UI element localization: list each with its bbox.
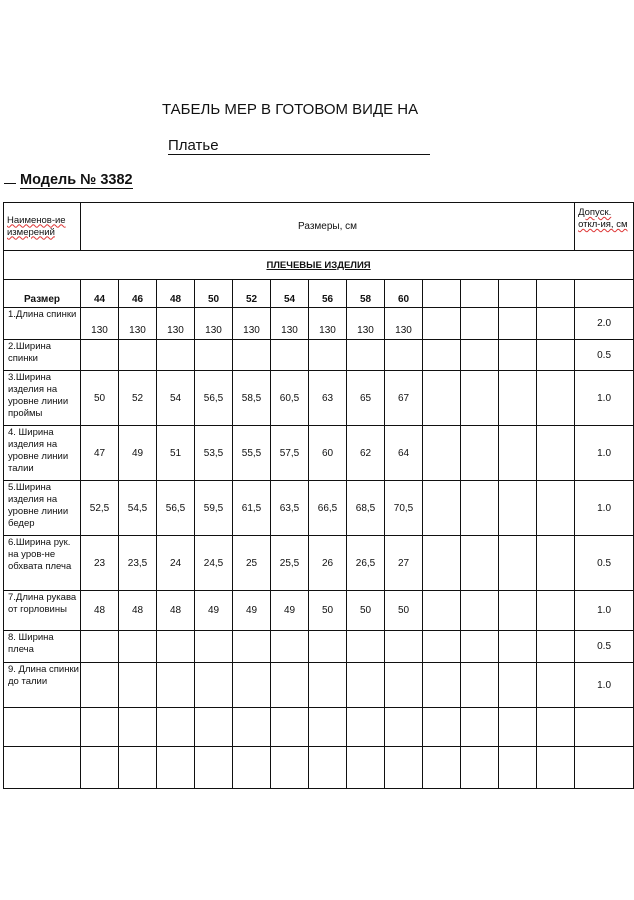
measurement-value <box>119 631 157 663</box>
measurement-value: 50 <box>385 591 423 631</box>
size-value: 48 <box>157 280 195 308</box>
measurement-value <box>309 340 347 371</box>
table-row <box>4 631 634 663</box>
measurement-value <box>309 708 347 747</box>
measurement-name: 2.Ширина спинки <box>4 340 81 371</box>
measurement-value <box>157 631 195 663</box>
measurement-value: 65 <box>347 371 385 426</box>
col-header-sizes: Размеры, см <box>81 203 575 251</box>
measurement-value: 24 <box>157 536 195 591</box>
measurement-value <box>423 663 461 708</box>
document-title: ТАБЕЛЬ МЕР В ГОТОВОМ ВИДЕ НА <box>162 101 419 118</box>
measurement-name: 3.Ширина изделия на уровне линии проймы <box>4 371 81 426</box>
measurement-value: 63 <box>309 371 347 426</box>
measurement-value <box>537 708 575 747</box>
measurement-value <box>537 371 575 426</box>
measurement-name: 4. Ширина изделия на уровне линии талии <box>4 426 81 481</box>
tolerance-value: 1.0 <box>575 591 634 631</box>
size-row <box>4 280 634 308</box>
measurement-value <box>423 426 461 481</box>
measurement-value <box>81 708 119 747</box>
size-value <box>461 280 499 308</box>
col-header-tolerance-text: Допуск. откл-ия, см <box>578 207 628 230</box>
measurement-value <box>461 340 499 371</box>
measurement-value <box>271 631 309 663</box>
measurement-value: 27 <box>385 536 423 591</box>
col-header-tolerance <box>575 203 634 251</box>
measurement-value <box>347 663 385 708</box>
measurement-value <box>461 708 499 747</box>
measurement-value <box>423 536 461 591</box>
table-row <box>4 536 634 591</box>
measurement-value <box>461 591 499 631</box>
tolerance-value <box>575 747 634 789</box>
size-value: 44 <box>81 280 119 308</box>
size-value <box>537 280 575 308</box>
measurement-value <box>461 631 499 663</box>
model-underline-lead <box>4 173 16 184</box>
section-title <box>4 251 634 280</box>
size-value <box>423 280 461 308</box>
table-row <box>4 426 634 481</box>
measurement-value <box>309 747 347 789</box>
table-row <box>4 708 634 747</box>
measurement-value <box>423 591 461 631</box>
size-row-label: Размер <box>4 280 81 308</box>
measurement-value: 23 <box>81 536 119 591</box>
measurement-value <box>537 747 575 789</box>
tolerance-value: 1.0 <box>575 663 634 708</box>
measurement-value <box>537 426 575 481</box>
measurement-value <box>271 340 309 371</box>
measurement-value <box>119 747 157 789</box>
measurement-value <box>195 663 233 708</box>
measurement-value <box>461 663 499 708</box>
measurement-value: 26,5 <box>347 536 385 591</box>
measurement-value <box>309 631 347 663</box>
size-value: 56 <box>309 280 347 308</box>
measurement-value: 68,5 <box>347 481 385 536</box>
measurement-value <box>81 340 119 371</box>
measurement-value <box>347 708 385 747</box>
measurement-value: 50 <box>347 591 385 631</box>
measurement-value: 130 <box>81 308 119 340</box>
measurement-value: 49 <box>271 591 309 631</box>
size-value: 54 <box>271 280 309 308</box>
measurement-value <box>499 308 537 340</box>
measurement-value: 130 <box>233 308 271 340</box>
measurement-value: 52,5 <box>81 481 119 536</box>
table-row <box>4 663 634 708</box>
measurement-value: 63,5 <box>271 481 309 536</box>
measurement-value <box>499 747 537 789</box>
measurement-name: 8. Ширина плеча <box>4 631 81 663</box>
measurement-value: 130 <box>385 308 423 340</box>
measurement-value <box>499 663 537 708</box>
measurement-value <box>423 481 461 536</box>
measurement-value <box>233 340 271 371</box>
measurement-value: 59,5 <box>195 481 233 536</box>
measurement-value <box>347 747 385 789</box>
measurement-value <box>461 747 499 789</box>
measurement-value <box>385 631 423 663</box>
measurement-value <box>499 708 537 747</box>
measurement-value: 51 <box>157 426 195 481</box>
size-row-tolerance-cell <box>575 280 634 308</box>
size-value <box>499 280 537 308</box>
measurement-value: 130 <box>119 308 157 340</box>
measurement-value: 62 <box>347 426 385 481</box>
col-header-name <box>4 203 81 251</box>
measurement-value <box>233 747 271 789</box>
tolerance-value: 0.5 <box>575 536 634 591</box>
measurement-name: 1.Длина спинки <box>4 308 81 340</box>
measurement-value <box>499 591 537 631</box>
measurement-value <box>271 747 309 789</box>
measurement-value: 130 <box>271 308 309 340</box>
measurement-value <box>119 340 157 371</box>
measurement-value: 48 <box>81 591 119 631</box>
measurement-value: 130 <box>195 308 233 340</box>
measurement-value <box>499 371 537 426</box>
measurement-value <box>195 747 233 789</box>
size-value: 52 <box>233 280 271 308</box>
measurement-name: 5.Ширина изделия на уровне линии бедер <box>4 481 81 536</box>
measurement-value: 52 <box>119 371 157 426</box>
measurement-value <box>157 708 195 747</box>
measurement-value <box>233 663 271 708</box>
measurement-value <box>271 708 309 747</box>
measurement-value: 130 <box>347 308 385 340</box>
measurement-value: 61,5 <box>233 481 271 536</box>
tolerance-value: 1.0 <box>575 426 634 481</box>
measurement-value: 49 <box>195 591 233 631</box>
measurement-value <box>195 631 233 663</box>
measurement-value: 64 <box>385 426 423 481</box>
size-value: 58 <box>347 280 385 308</box>
measurement-value <box>461 371 499 426</box>
measurement-value <box>119 663 157 708</box>
measurement-value <box>461 308 499 340</box>
measurement-value <box>385 708 423 747</box>
table-row <box>4 481 634 536</box>
measurement-value <box>385 747 423 789</box>
measurement-value: 54,5 <box>119 481 157 536</box>
measurement-value <box>385 340 423 371</box>
size-value: 46 <box>119 280 157 308</box>
measurement-value: 25,5 <box>271 536 309 591</box>
tolerance-value: 0.5 <box>575 340 634 371</box>
measurement-value <box>423 340 461 371</box>
measurement-value <box>423 308 461 340</box>
measurement-value <box>271 663 309 708</box>
measurement-value <box>423 708 461 747</box>
tolerance-value: 0.5 <box>575 631 634 663</box>
col-header-name-text: Наименов-ие измерений <box>7 214 66 238</box>
measurement-value <box>499 481 537 536</box>
measurement-value <box>309 663 347 708</box>
measurement-value <box>81 747 119 789</box>
measurement-value <box>499 536 537 591</box>
measurement-value <box>537 536 575 591</box>
measurement-name: 9. Длина спинки до талии <box>4 663 81 708</box>
table-header-row <box>4 203 634 251</box>
measurement-value <box>157 747 195 789</box>
tolerance-value: 2.0 <box>575 308 634 340</box>
measurement-name <box>4 708 81 747</box>
measurement-value <box>499 631 537 663</box>
measurement-value <box>537 308 575 340</box>
measurement-value: 56,5 <box>157 481 195 536</box>
measurement-value <box>499 340 537 371</box>
measurements-table <box>3 202 634 789</box>
measurement-value <box>537 591 575 631</box>
tolerance-value: 1.0 <box>575 481 634 536</box>
measurement-value: 49 <box>119 426 157 481</box>
measurement-value: 57,5 <box>271 426 309 481</box>
measurement-value <box>347 340 385 371</box>
measurement-value <box>157 340 195 371</box>
measurement-value <box>423 631 461 663</box>
measurement-value <box>461 426 499 481</box>
tolerance-value <box>575 708 634 747</box>
measurement-value: 25 <box>233 536 271 591</box>
measurement-value <box>233 708 271 747</box>
measurement-value <box>537 481 575 536</box>
measurement-value: 58,5 <box>233 371 271 426</box>
measurement-value: 53,5 <box>195 426 233 481</box>
measurement-value <box>423 747 461 789</box>
measurement-value <box>81 631 119 663</box>
measurement-value <box>195 340 233 371</box>
measurement-value <box>461 536 499 591</box>
measurement-value: 54 <box>157 371 195 426</box>
measurement-value: 60,5 <box>271 371 309 426</box>
garment-name: Платье <box>168 138 430 155</box>
table-row <box>4 591 634 631</box>
table-row <box>4 371 634 426</box>
measurement-value <box>233 631 271 663</box>
table-row <box>4 747 634 789</box>
measurement-value <box>195 708 233 747</box>
measurement-value <box>119 708 157 747</box>
measurement-value: 66,5 <box>309 481 347 536</box>
measurement-value: 130 <box>157 308 195 340</box>
size-value: 50 <box>195 280 233 308</box>
measurement-value <box>81 663 119 708</box>
measurement-value: 50 <box>309 591 347 631</box>
measurement-value: 56,5 <box>195 371 233 426</box>
measurement-value <box>423 371 461 426</box>
measurement-value: 130 <box>309 308 347 340</box>
measurement-value <box>499 426 537 481</box>
measurement-value: 49 <box>233 591 271 631</box>
measurement-value: 50 <box>81 371 119 426</box>
measurement-value: 26 <box>309 536 347 591</box>
measurement-value <box>537 340 575 371</box>
measurement-name <box>4 747 81 789</box>
measurement-value <box>461 481 499 536</box>
measurement-name: 7.Длина рукава от горловины <box>4 591 81 631</box>
measurement-value: 70,5 <box>385 481 423 536</box>
tolerance-value: 1.0 <box>575 371 634 426</box>
section-title-text: ПЛЕЧЕВЫЕ ИЗДЕЛИЯ <box>266 259 371 271</box>
measurement-value <box>537 663 575 708</box>
measurement-value: 47 <box>81 426 119 481</box>
measurement-value: 24,5 <box>195 536 233 591</box>
measurement-name: 6.Ширина рук. на уров-не обхвата плеча <box>4 536 81 591</box>
measurement-value: 48 <box>157 591 195 631</box>
measurement-value: 55,5 <box>233 426 271 481</box>
measurement-value: 23,5 <box>119 536 157 591</box>
measurement-value: 48 <box>119 591 157 631</box>
model-number-text: Модель № 3382 <box>20 172 133 188</box>
measurement-value <box>347 631 385 663</box>
size-value: 60 <box>385 280 423 308</box>
section-row <box>4 251 634 280</box>
table-row <box>4 308 634 340</box>
model-number <box>4 172 133 189</box>
measurement-value: 60 <box>309 426 347 481</box>
table-row <box>4 340 634 371</box>
measurement-value: 67 <box>385 371 423 426</box>
measurement-value <box>385 663 423 708</box>
measurement-value <box>157 663 195 708</box>
measurement-value <box>537 631 575 663</box>
